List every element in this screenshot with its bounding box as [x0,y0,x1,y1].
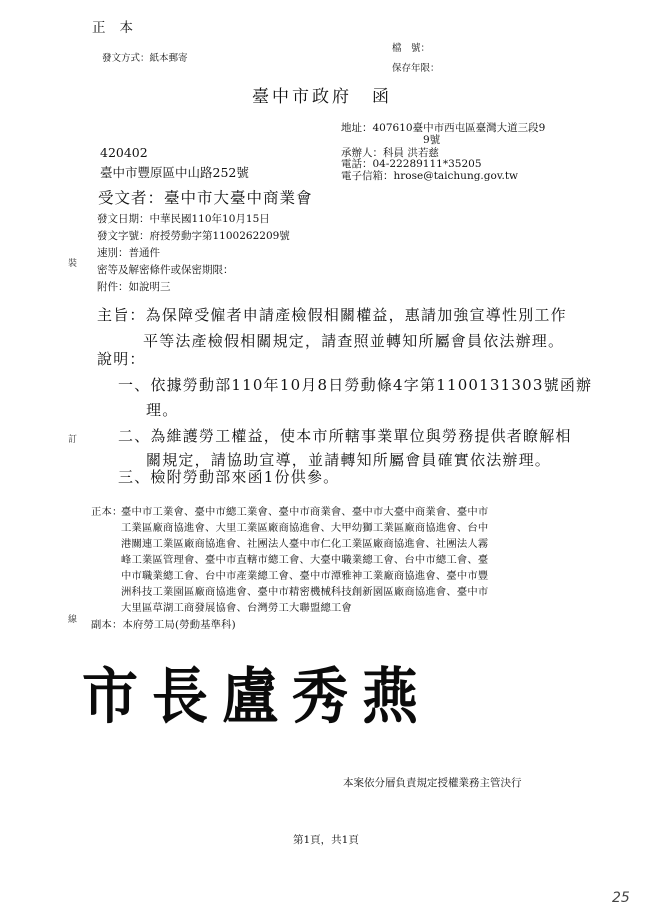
subject-line-1: 主旨：為保障受僱者申請產檢假相關權益，惠請加強宣導性別工作 [97,306,567,324]
mayor-signature: 市長盧秀燕 [82,660,432,732]
send-method: 發文方式：紙本郵寄 [102,53,188,64]
doc-label: 正本 [92,20,147,36]
explanation-item-3: 三、檢附勞動部來函1份供參。 [118,468,340,486]
distribution-line: 工業區廠商協進會、大里工業區廠商協進會、大甲幼獅工業區廠商協進會、台中 [121,522,489,534]
distribution-line: 港關連工業區廠商協進會、社團法人臺中市仁化工業區廠商協進會、社團法人霧 [121,538,489,550]
attachment: 附件：如說明三 [97,281,171,293]
page-number: 第1頁，共1頁 [293,834,359,846]
delegation-note: 本案依分層負責規定授權業務主管決行 [343,777,522,789]
explanation-item-1-cont: 理。 [146,401,179,419]
distribution-line: 洲科技工業園區廠商協進會、臺中市精密機械科技創新園區廠商協進會、臺中市 [121,586,489,598]
recipient-postal: 420402 [100,145,148,160]
distribution-line: 大里區草湖工商發展協會、台灣勞工大聯盟總工會 [121,602,352,614]
sender-email: 電子信箱：hrose@taichung.gov.tw [341,170,519,182]
recipient: 受文者：臺中市大臺中商業會 [98,189,313,207]
document-title: 臺中市政府 函 [252,87,392,107]
sender-address: 地址：407610臺中市西屯區臺灣大道三段9 [341,122,546,134]
binding-mark-middle: 訂 [68,435,78,445]
explanation-label: 說明： [97,350,146,368]
distribution-line: 臺中市工業會、臺中市總工業會、臺中市商業會、臺中市大臺中商業會、臺中市 [121,506,489,518]
recipient-street: 臺中市豐原區中山路252號 [100,165,249,180]
distribution-copy: 副本：本府勞工局(勞動基準科) [91,619,236,631]
distribution-main-label: 正本： [91,506,123,518]
document-number: 發文字號：府授勞動字第1100262209號 [97,230,290,242]
sender-phone: 電話：04-22289111*35205 [341,158,482,170]
retention-period: 保存年限： [392,63,440,74]
file-number: 檔 號： [392,43,431,54]
binding-mark-top: 裝 [68,259,78,269]
issue-date: 發文日期：中華民國110年10月15日 [97,213,270,225]
speed-class: 速別：普通件 [97,247,160,259]
distribution-line: 峰工業區管理會、臺中市直轄市總工會、大臺中職業總工會、台中市總工會、臺 [121,554,489,566]
explanation-item-2-cont: 關規定，請協助宣導，並請轉知所屬會員確實依法辦理。 [146,451,552,469]
sender-contact: 承辦人：科員 洪若慈 [341,147,439,159]
secrecy-class: 密等及解密條件或保密期限： [97,264,234,276]
explanation-item-2: 二、為維護勞工權益，使本市所轄事業單位與勞務提供者瞭解相 [118,427,572,445]
subject-line-2: 平等法產檢假相關規定，請查照並轉知所屬會員依法辦理。 [143,332,565,350]
handwritten-mark: 25 [612,890,630,906]
binding-mark-bottom: 線 [68,615,78,625]
sender-address-cont: 9號 [423,134,441,146]
distribution-line: 中市職業總工會、台中市產業總工會、臺中市潭雅神工業廠商協進會、臺中市豐 [121,570,489,582]
explanation-item-1: 一、依據勞動部110年10月8日勞動條4字第1100131303號函辦 [118,376,593,394]
